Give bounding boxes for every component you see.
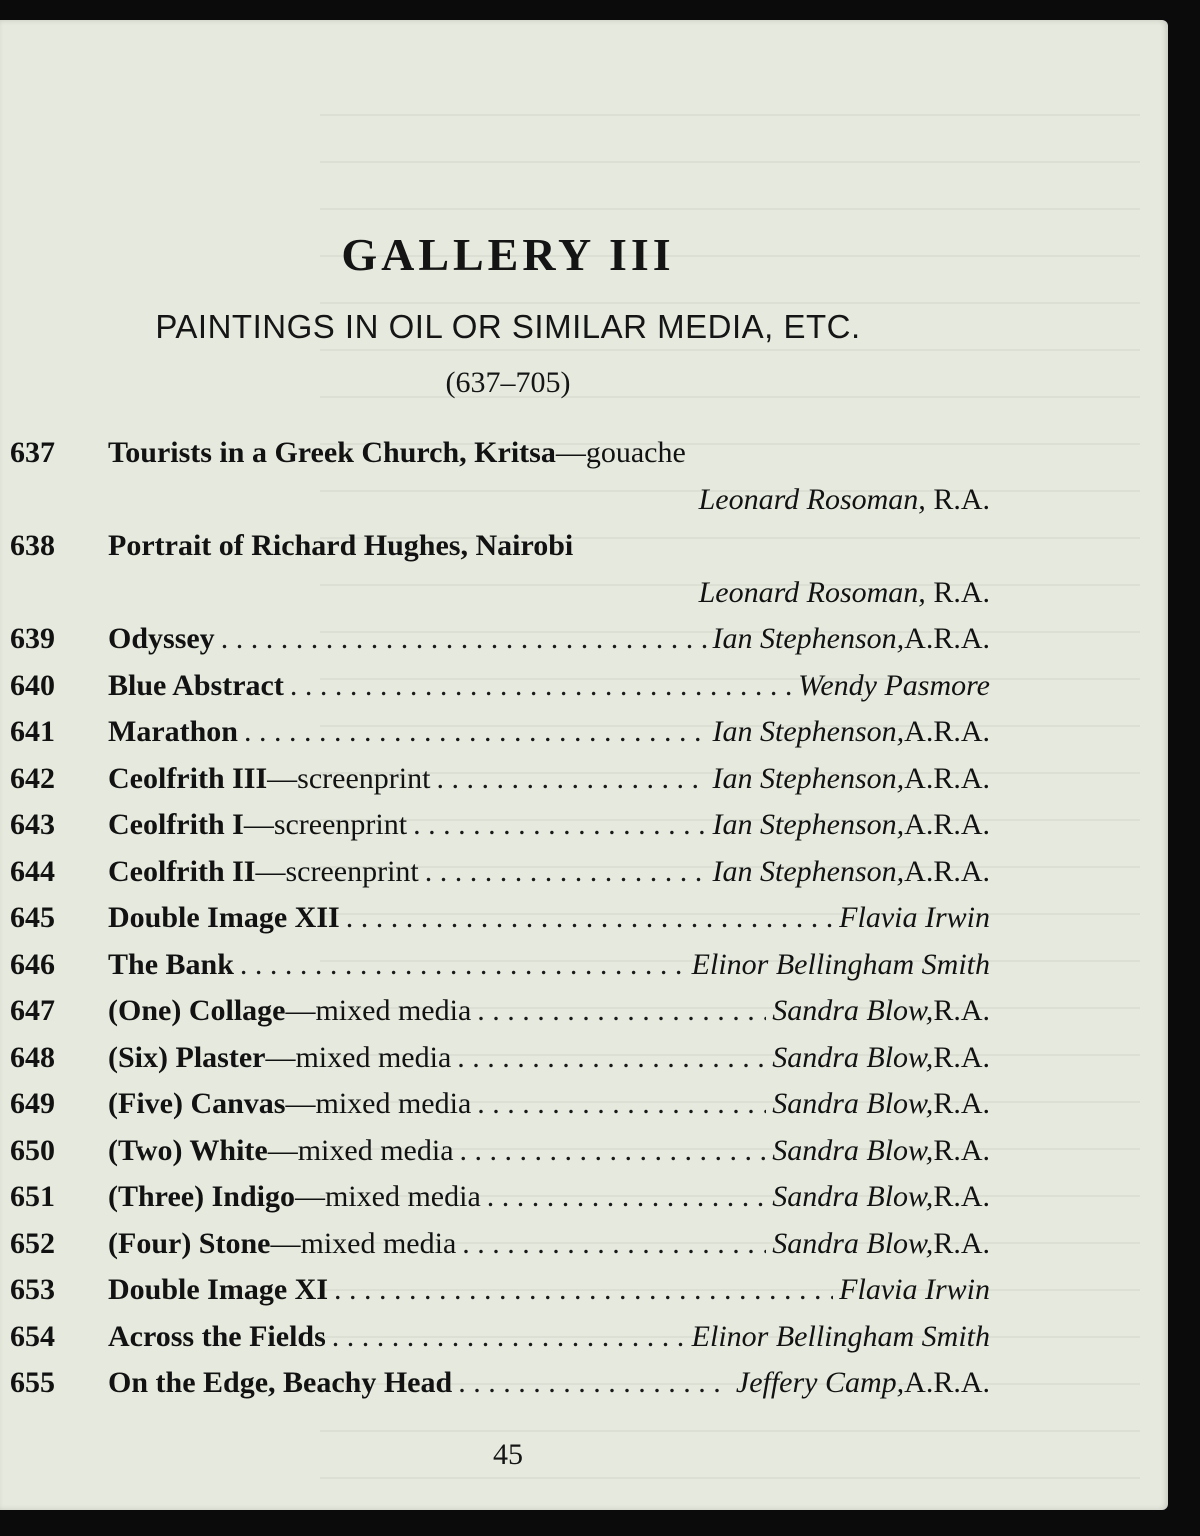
- entry-title: Ceolfrith I: [108, 808, 244, 841]
- catalogue-entry: [10, 523, 990, 616]
- entry-title: Marathon: [108, 715, 238, 748]
- entry-medium: —gouache: [555, 436, 686, 469]
- entry-number: 653: [10, 1273, 55, 1306]
- page-number: 45: [493, 1438, 523, 1471]
- dot-leader: [346, 895, 833, 942]
- entry-artist-suffix: R.A.: [925, 482, 990, 516]
- catalogue-entry: [10, 756, 990, 803]
- entry-artist: Ian Stephenson,: [712, 808, 905, 841]
- entry-artist: Jeffery Camp,: [735, 1366, 905, 1399]
- catalogue-entry: [10, 802, 990, 849]
- entry-artist: Sandra Blow,: [772, 1040, 934, 1074]
- entry-row: [10, 988, 990, 1035]
- dot-leader: [244, 709, 707, 756]
- entry-title: Ceolfrith II: [108, 854, 256, 888]
- entry-artist: Elinor Bellingham Smith: [691, 1319, 990, 1353]
- catalogue-entry: [10, 663, 990, 710]
- entry-number: 649: [10, 1087, 55, 1120]
- entry-number: 651: [10, 1180, 55, 1213]
- dot-leader: [334, 1267, 833, 1314]
- entry-artist: Ian Stephenson,: [712, 715, 905, 748]
- catalogue-entry: [10, 942, 990, 989]
- dot-leader: [457, 1035, 766, 1082]
- entry-medium: —screenprint: [243, 808, 408, 841]
- entry-artist-line: [10, 477, 990, 524]
- entry-artist-suffix: R.A.: [933, 1180, 990, 1213]
- dot-leader: [413, 802, 706, 849]
- entry-artist-suffix: R.A.: [933, 1133, 990, 1167]
- entry-row: [10, 430, 990, 477]
- catalogue-entry: [10, 1035, 990, 1082]
- entry-artist: Leonard Rosoman,: [698, 482, 926, 516]
- entry-title: Double Image XII: [108, 901, 340, 934]
- dot-leader: [460, 1128, 767, 1175]
- entry-artist-suffix: R.A.: [933, 1087, 990, 1120]
- entry-row: [10, 802, 990, 849]
- entry-number: 648: [10, 1040, 55, 1074]
- dot-leader: [436, 756, 706, 803]
- entry-artist-line: [10, 570, 990, 617]
- catalogue-entry: [10, 1360, 990, 1407]
- entry-artist-suffix: R.A.: [933, 994, 990, 1027]
- entry-artist: Wendy Pasmore: [798, 668, 990, 702]
- entry-artist-suffix: A.R.A.: [904, 715, 990, 748]
- entry-artist: Sandra Blow,: [772, 1133, 934, 1167]
- entry-number: 641: [10, 715, 55, 748]
- entry-number: 650: [10, 1133, 55, 1167]
- catalogue-page: [0, 20, 1168, 1510]
- entry-row: [10, 1267, 990, 1314]
- entry-medium: —screenprint: [255, 854, 419, 888]
- dot-leader: [462, 1221, 766, 1268]
- entry-title: (Three) Indigo: [108, 1180, 295, 1213]
- entry-medium: —screenprint: [267, 761, 431, 795]
- entry-row: [10, 616, 990, 663]
- entry-medium: —mixed media: [270, 1226, 457, 1260]
- catalogue-entry: [10, 709, 990, 756]
- entry-number: 647: [10, 994, 55, 1027]
- catalogue-list: [10, 430, 990, 1407]
- entry-row: [10, 1081, 990, 1128]
- catalogue-entry: [10, 849, 990, 896]
- entry-artist-suffix: R.A.: [933, 1226, 990, 1260]
- entry-title: Portrait of Richard Hughes, Nairobi: [108, 529, 574, 562]
- entry-artist: Ian Stephenson,: [712, 854, 905, 888]
- catalogue-entry: [10, 1314, 990, 1361]
- entry-artist-suffix: R.A.: [933, 1040, 990, 1074]
- entry-title: The Bank: [108, 947, 234, 981]
- entry-artist-suffix: A.R.A.: [904, 622, 990, 655]
- entry-title: Ceolfrith III: [108, 761, 268, 795]
- entry-title: On the Edge, Beachy Head: [108, 1366, 453, 1399]
- dot-leader: [458, 1360, 730, 1407]
- catalogue-entry: [10, 1081, 990, 1128]
- entry-number: 655: [10, 1366, 55, 1399]
- entry-number: 642: [10, 761, 55, 795]
- entry-row: [10, 523, 990, 570]
- catalogue-entry: [10, 1221, 990, 1268]
- entry-artist: Ian Stephenson,: [712, 761, 905, 795]
- entry-number: 646: [10, 947, 55, 981]
- catalogue-entry: [10, 988, 990, 1035]
- catalogue-range: (637–705): [445, 366, 571, 399]
- entry-medium: —mixed media: [285, 1087, 472, 1120]
- entry-artist-suffix: A.R.A.: [904, 854, 990, 888]
- entry-title: (Six) Plaster: [108, 1040, 266, 1074]
- entry-artist: Sandra Blow,: [772, 1180, 934, 1213]
- dot-leader: [332, 1314, 686, 1361]
- entry-row: [10, 895, 990, 942]
- catalogue-entry: [10, 1128, 990, 1175]
- entry-number: 654: [10, 1319, 55, 1353]
- entry-medium: —mixed media: [265, 1040, 452, 1074]
- entry-title: (One) Collage: [108, 994, 286, 1027]
- entry-row: [10, 1221, 990, 1268]
- section-subtitle: PAINTINGS IN OIL OR SIMILAR MEDIA, ETC.: [155, 308, 861, 345]
- entry-row: [10, 1128, 990, 1175]
- dot-leader: [240, 942, 686, 989]
- entry-number: 643: [10, 808, 55, 841]
- dot-leader: [477, 1081, 766, 1128]
- entry-row: [10, 663, 990, 710]
- dot-leader: [477, 988, 766, 1035]
- entry-medium: —mixed media: [267, 1133, 454, 1167]
- entry-row: [10, 1314, 990, 1361]
- entry-title: Blue Abstract: [108, 668, 284, 702]
- entry-artist-suffix: R.A.: [925, 575, 990, 609]
- entry-artist-suffix: A.R.A.: [904, 761, 990, 795]
- entry-number: 652: [10, 1226, 55, 1260]
- entry-artist: Elinor Bellingham Smith: [691, 947, 990, 981]
- entry-artist: Sandra Blow,: [772, 994, 934, 1027]
- entry-row: [10, 709, 990, 756]
- entry-number: 637: [10, 436, 55, 469]
- dot-leader: [221, 616, 707, 663]
- entry-row: [10, 849, 990, 896]
- entry-title: (Five) Canvas: [108, 1087, 286, 1120]
- entry-title: Tourists in a Greek Church, Kritsa: [108, 436, 556, 469]
- entry-artist-suffix: A.R.A.: [904, 1366, 990, 1399]
- entry-medium: —mixed media: [294, 1180, 481, 1213]
- entry-number: 638: [10, 529, 55, 562]
- entry-artist-suffix: A.R.A.: [904, 808, 990, 841]
- dot-leader: [487, 1174, 766, 1221]
- entry-number: 639: [10, 622, 55, 655]
- catalogue-entry: [10, 1267, 990, 1314]
- entry-title: (Four) Stone: [108, 1226, 271, 1260]
- entry-number: 645: [10, 901, 55, 934]
- entry-medium: —mixed media: [285, 994, 472, 1027]
- entry-row: [10, 1174, 990, 1221]
- entry-artist: Flavia Irwin: [839, 901, 990, 934]
- entry-title: (Two) White: [108, 1133, 268, 1167]
- entry-row: [10, 942, 990, 989]
- entry-artist: Leonard Rosoman,: [698, 575, 926, 609]
- catalogue-entry: [10, 895, 990, 942]
- entry-artist: Sandra Blow,: [772, 1226, 934, 1260]
- entry-row: [10, 756, 990, 803]
- catalogue-entry: [10, 616, 990, 663]
- entry-row: [10, 1360, 990, 1407]
- catalogue-entry: [10, 1174, 990, 1221]
- dot-leader: [290, 663, 792, 710]
- entry-number: 644: [10, 854, 55, 888]
- entry-title: Odyssey: [108, 622, 215, 655]
- dot-leader: [425, 849, 707, 896]
- entry-title: Double Image XI: [108, 1273, 329, 1306]
- gallery-title: GALLERY III: [341, 229, 675, 280]
- entry-artist: Sandra Blow,: [772, 1087, 934, 1120]
- entry-row: [10, 1035, 990, 1082]
- catalogue-entry: [10, 430, 990, 523]
- entry-number: 640: [10, 668, 55, 702]
- entry-title: Across the Fields: [108, 1319, 326, 1353]
- entry-artist: Flavia Irwin: [839, 1273, 990, 1306]
- entry-artist: Ian Stephenson,: [712, 622, 905, 655]
